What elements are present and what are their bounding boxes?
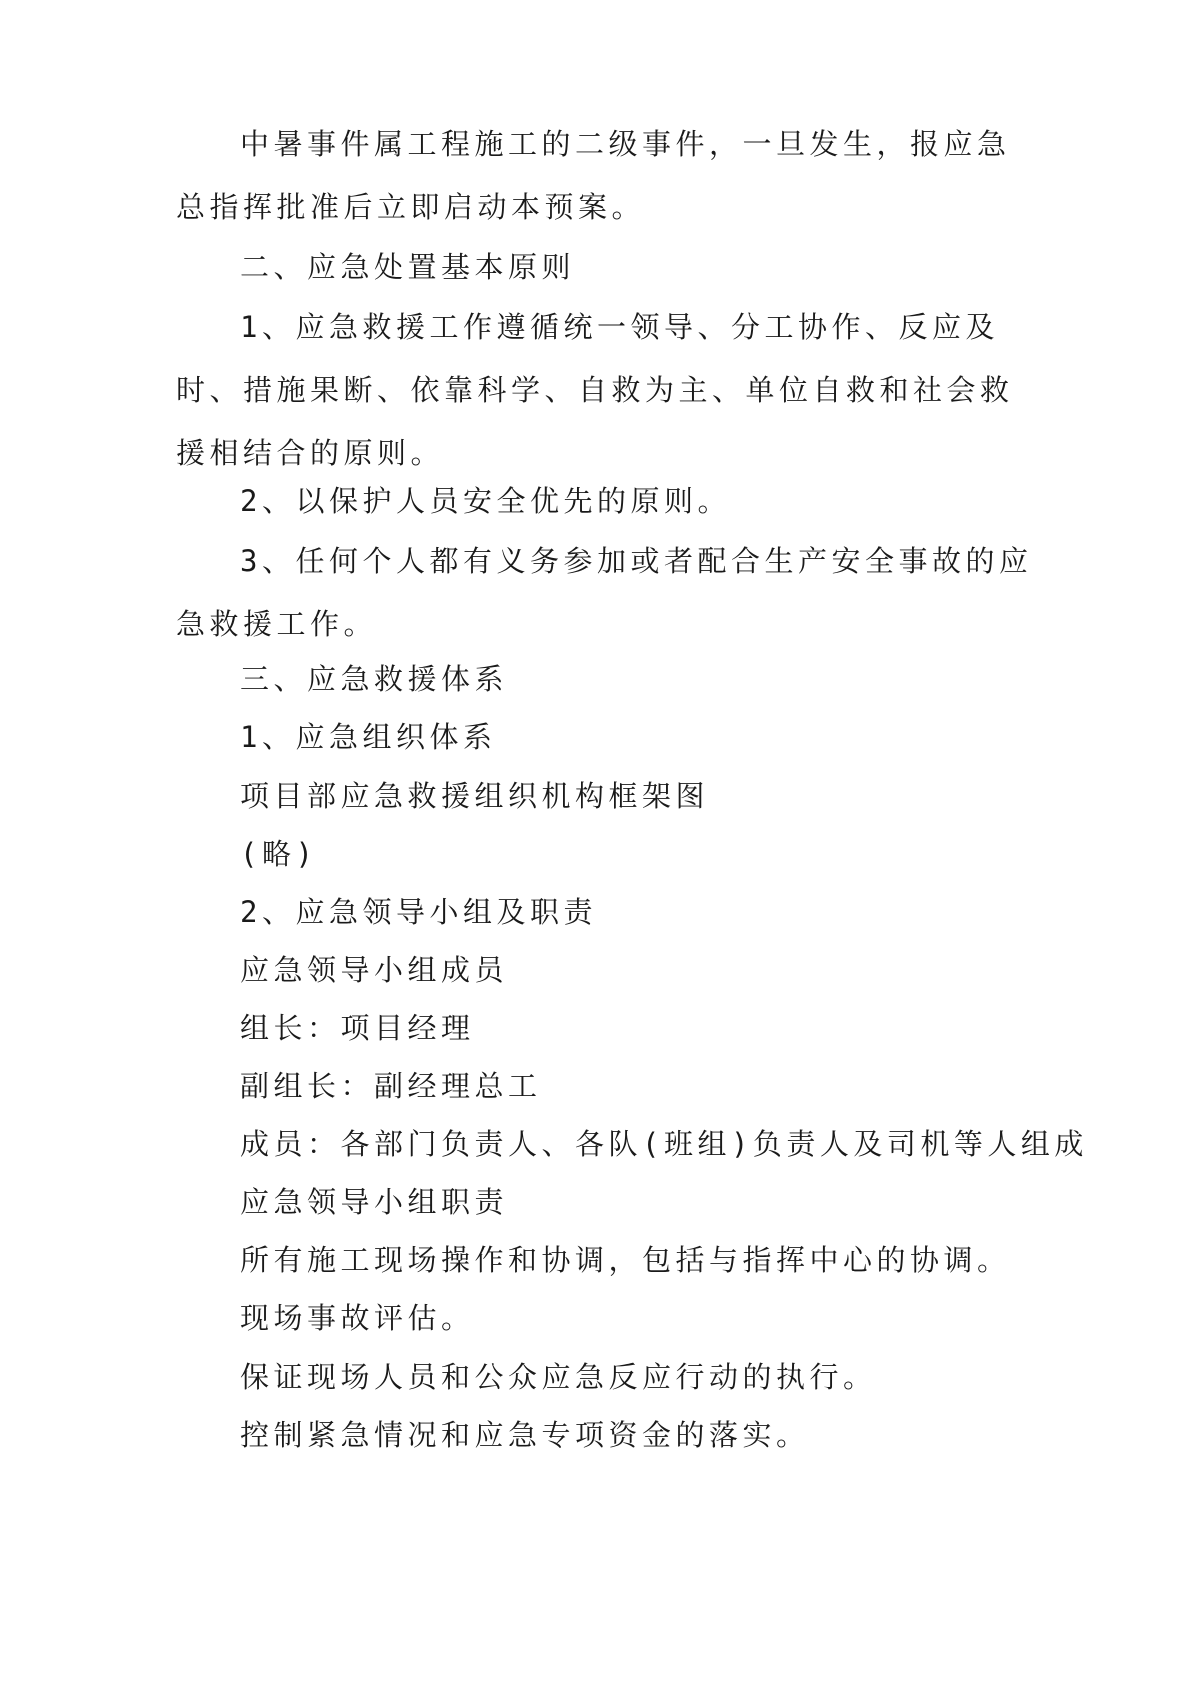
text-members: 成员：各部门负责人、各队(班组)负责人及司机等人组成 — [240, 1127, 1088, 1161]
heading-organization-system: 1、应急组织体系 — [240, 720, 497, 754]
text-duty-assessment: 现场事故评估。 — [240, 1301, 475, 1335]
text-group-members: 应急领导小组成员 — [240, 953, 509, 987]
heading-group-duties: 应急领导小组职责 — [240, 1185, 509, 1219]
paragraph-principle-2: 2、以保护人员安全优先的原则。 — [240, 484, 731, 518]
heading-principles: 二、应急处置基本原则 — [240, 250, 576, 284]
text-duty-execution: 保证现场人员和公众应急反应行动的执行。 — [240, 1360, 877, 1394]
paragraph-heatstroke-level: 中暑事件属工程施工的二级事件，一旦发生，报应急总指挥批准后立即启动本预案。 — [176, 127, 1011, 224]
text-duty-coordination: 所有施工现场操作和协调，包括与指挥中心的协调。 — [240, 1243, 1011, 1277]
paragraph-principle-1: 1、应急救援工作遵循统一领导、分工协作、反应及时、措施果断、依靠科学、自救为主、单位自救和社会救援相结合的原则。 — [176, 310, 1014, 470]
text-org-chart-title: 项目部应急救援组织机构框架图 — [240, 779, 710, 813]
heading-rescue-system: 三、应急救援体系 — [240, 662, 509, 696]
text-duty-control: 控制紧急情况和应急专项资金的落实。 — [240, 1418, 810, 1452]
text-group-leader: 组长：项目经理 — [240, 1011, 475, 1045]
text-deputy-leader: 副组长：副经理总工 — [240, 1069, 542, 1103]
paragraph-principle-3: 3、任何个人都有义务参加或者配合生产安全事故的应急救援工作。 — [176, 544, 1033, 641]
heading-leadership-group: 2、应急领导小组及职责 — [240, 895, 597, 929]
text-omitted: (略) — [240, 837, 318, 871]
